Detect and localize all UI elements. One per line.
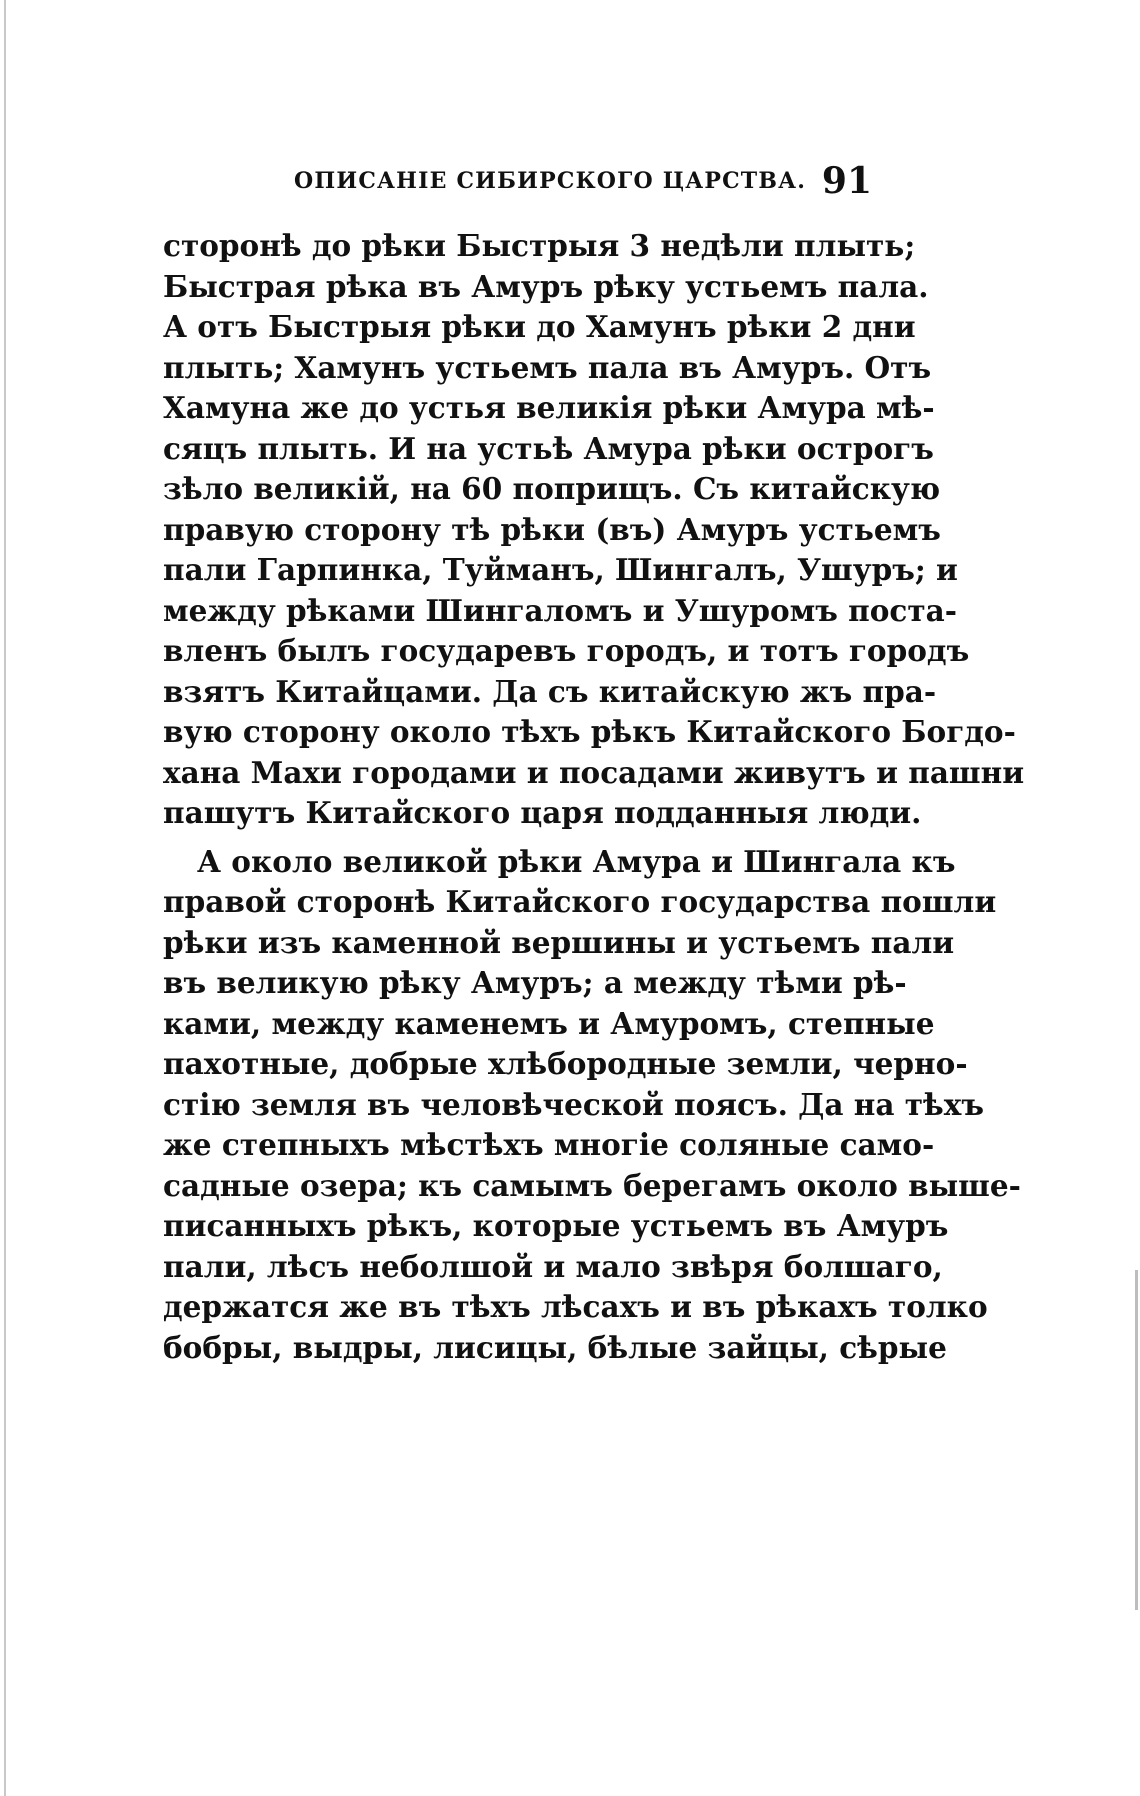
paragraph-gap [163,834,875,842]
text-line: пашутъ Китайского царя подданныя люди. [163,795,922,830]
text-line: плыть; Хамунъ устьемъ пала въ Амуръ. Отъ [163,349,932,385]
text-line: зѣло великій, на 60 поприщъ. Съ китайскую [163,471,941,506]
page-number: 91 [821,160,872,202]
text-line: А отъ Быстрыя рѣки до Хамунъ рѣки 2 дни [163,309,916,344]
text-line: въ великую рѣку Амуръ; а между тѣми рѣ- [163,965,907,1000]
body-text [163,226,1025,1368]
running-title: ОПИСАНІЕ СИБИРСКОГО ЦАРСТВА. [294,168,807,194]
text-line: вую сторону около тѣхъ рѣкъ Китайского Богдо- [163,714,1016,749]
text-line: вленъ былъ государевъ городъ, и тотъ городъ [163,633,970,668]
running-head [294,160,872,204]
text-line: пахотные, добрые хлѣбородные земли, черно- [163,1046,968,1081]
text-line: бобры, выдры, лисицы, бѣлые зайцы, сѣрые [163,1329,947,1365]
text-line: Хамуна же до устья великія рѣки Амура мѣ- [163,390,935,425]
text-line: правой сторонѣ Китайского государства пошли [163,884,997,919]
text-line: хана Махи городами и посадами живутъ и пашни [163,754,1025,790]
text-line: держатся же въ тѣхъ лѣсахъ и въ рѣкахъ толко [163,1289,988,1324]
scan-edge-right [1135,1270,1138,1610]
scan-edge-left [4,0,6,1796]
text-line: между рѣками Шингаломъ и Ушуромъ поста- [163,592,958,628]
text-line: пали Гарпинка, Туйманъ, Шингалъ, Ушуръ; и [163,552,958,587]
text-line: ками, между каменемъ и Амуромъ, степные [163,1005,935,1041]
text-line: Быстрая рѣка въ Амуръ рѣку устьемъ пала. [163,268,929,304]
paragraph-2 [163,842,1021,1369]
text-line: правую сторону тѣ рѣки (въ) Амуръ устьемъ [163,511,941,547]
text-line: сяцъ плыть. И на устьѣ Амура рѣки острогъ [163,430,934,466]
text-line: стію земля въ человѣческой поясъ. Да на тѣхъ [163,1086,985,1122]
text-line: сторонѣ до рѣки Быстрыя 3 недѣли плыть; [163,228,916,263]
text-line: писанныхъ рѣкъ, которые устьемъ въ Амуръ [163,1208,949,1243]
paragraph-1 [163,226,1025,834]
text-line: рѣки изъ каменной вершины и устьемъ пали [163,924,955,960]
text-line: же степныхъ мѣстѣхъ многіе соляные само- [163,1127,935,1162]
text-line: взятъ Китайцами. Да съ китайскую жъ пра- [163,673,937,709]
text-line: пали, лѣсъ неболшой и мало звѣря болшаго, [163,1248,943,1284]
text-line: А около великой рѣки Амура и Шингала къ [197,843,956,879]
text-line: садные озера; къ самымъ берегамъ около выше- [163,1167,1021,1203]
